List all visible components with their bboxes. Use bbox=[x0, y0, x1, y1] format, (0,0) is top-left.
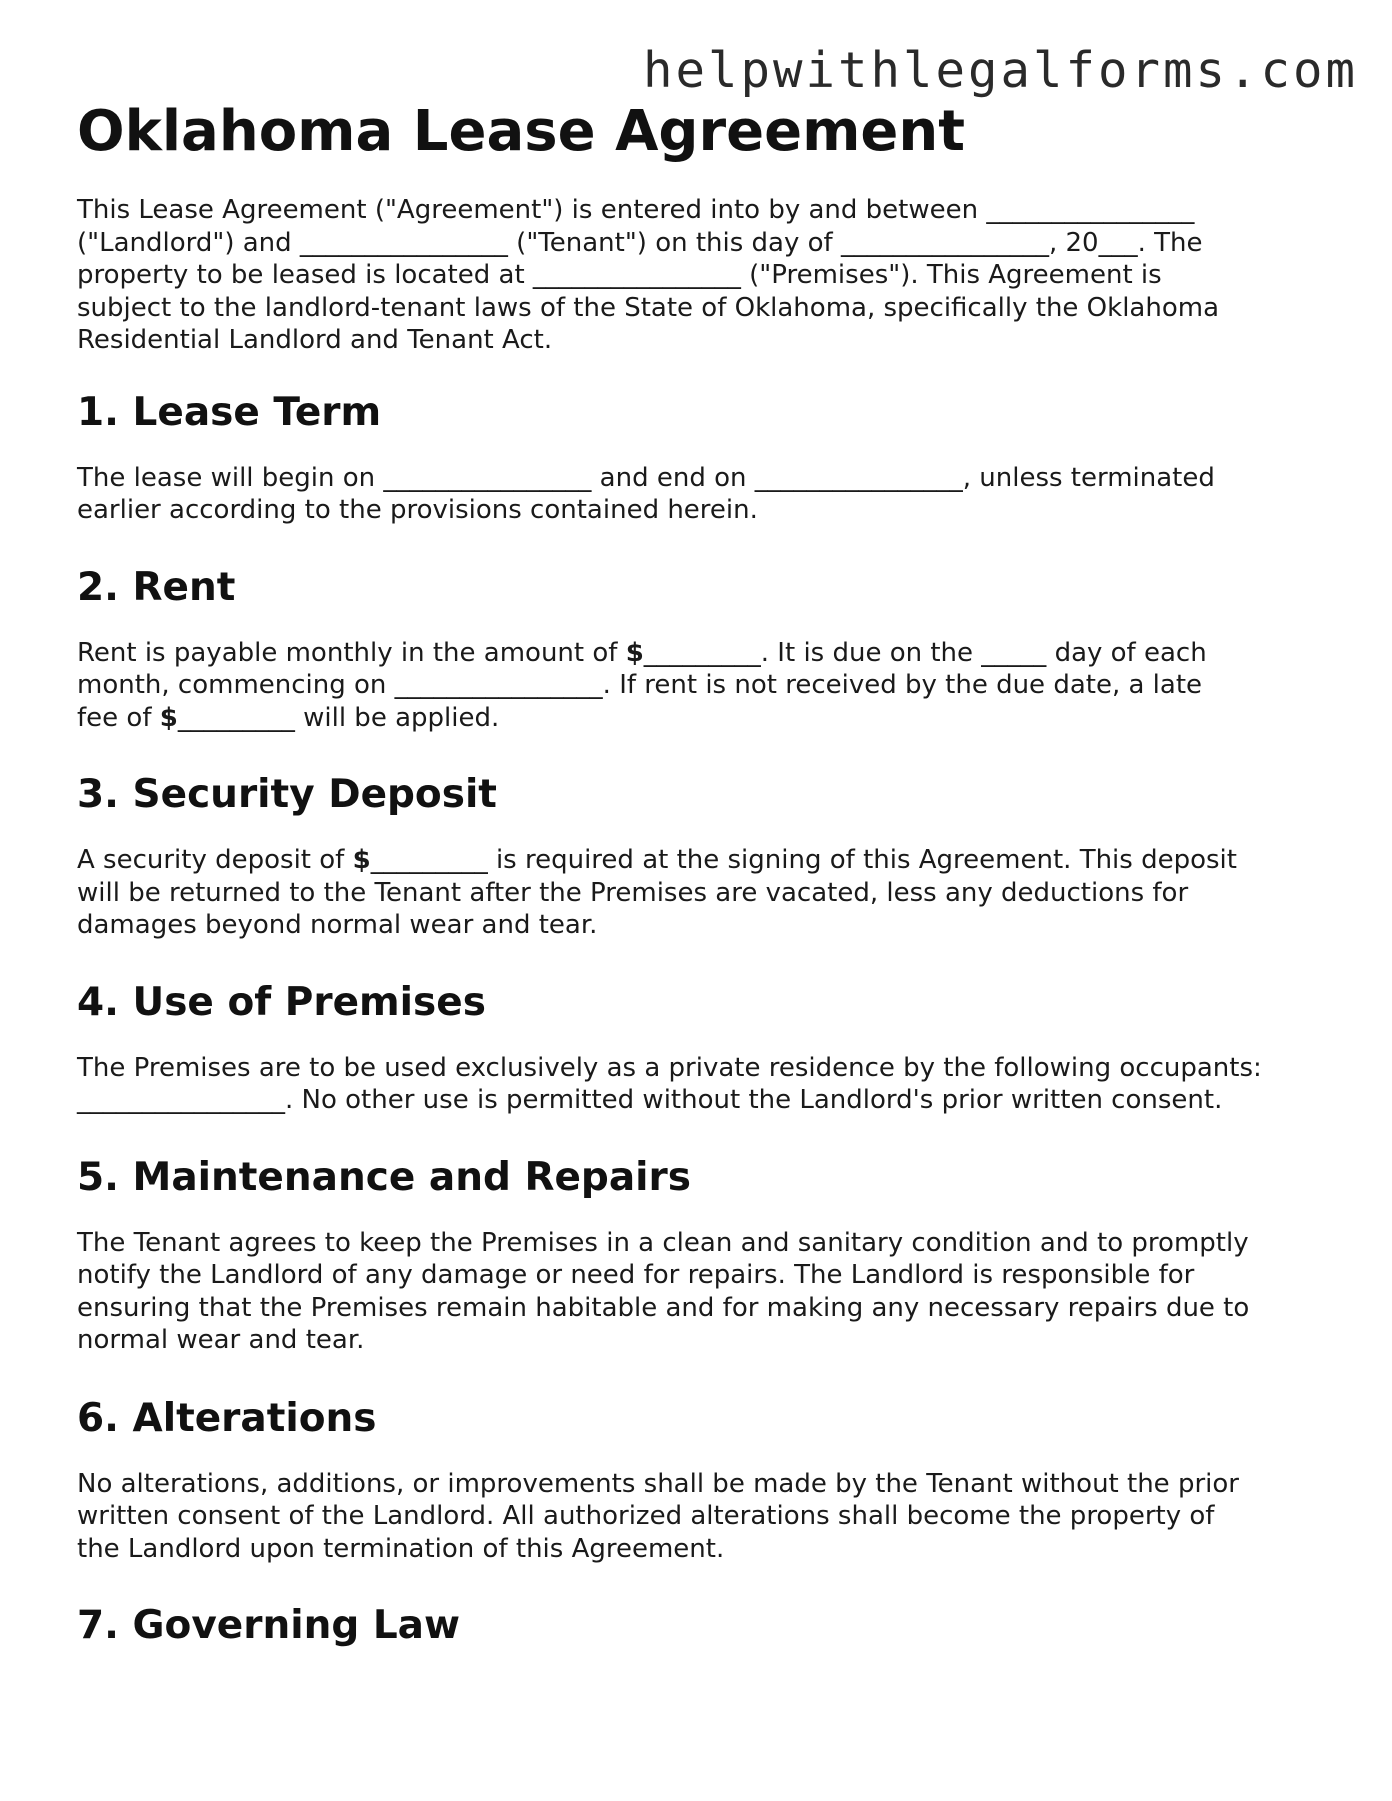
paragraph-line: month, commencing on ________________. If rent is not received by the due date, a late bbox=[77, 670, 1203, 700]
paragraph-text: _________ is required at the signing of this Agreement. This deposit bbox=[370, 845, 1237, 875]
paragraph-text: fee of bbox=[77, 702, 160, 733]
intro-line: Residential Landlord and Tenant Act. bbox=[77, 325, 553, 355]
paragraph-line: damages beyond normal wear and tear. bbox=[77, 910, 598, 940]
paragraph-line: notify the Landlord of any damage or need for repairs. The Landlord is responsible for bbox=[77, 1260, 1195, 1290]
paragraph-text: Rent is payable monthly in the amount of bbox=[77, 637, 626, 668]
dollar-sign: $ bbox=[625, 637, 644, 668]
document-title: Oklahoma Lease Agreement bbox=[77, 99, 966, 164]
lease-term-paragraph bbox=[77, 462, 1332, 527]
maintenance-paragraph bbox=[77, 1227, 1332, 1357]
section-heading-use-of-premises: 4. Use of Premises bbox=[77, 979, 486, 1025]
rent-paragraph bbox=[77, 637, 1332, 735]
paragraph-line: the Landlord upon termination of this Agreement. bbox=[77, 1533, 725, 1564]
paragraph-line: ensuring that the Premises remain habitable and for making any necessary repairs due to bbox=[77, 1292, 1250, 1323]
section-heading-lease-term: 1. Lease Term bbox=[77, 389, 382, 435]
paragraph-text: _________ will be applied. bbox=[177, 702, 500, 733]
paragraph-text: _________. It is due on the _____ day of each bbox=[643, 637, 1207, 668]
document-page bbox=[77, 96, 1332, 1651]
section-heading-alterations: 6. Alterations bbox=[77, 1395, 377, 1441]
site-watermark: helpwithlegalforms.com bbox=[642, 42, 1358, 99]
paragraph-line: The lease will begin on ________________ and end on ________________, unless terminated bbox=[77, 462, 1215, 493]
paragraph-line: No alterations, additions, or improvements shall be made by the Tenant without the prior bbox=[77, 1468, 1239, 1499]
deposit-paragraph bbox=[77, 844, 1332, 942]
section-heading-governing-law: 7. Governing Law bbox=[77, 1603, 461, 1648]
section-heading-rent: 2. Rent bbox=[77, 564, 236, 610]
paragraph-line: The Premises are to be used exclusively as a private residence by the following occupants: bbox=[77, 1052, 1262, 1083]
paragraph-line: written consent of the Landlord. All authorized alterations shall become the property of bbox=[77, 1501, 1215, 1531]
alterations-paragraph bbox=[77, 1468, 1332, 1566]
paragraph-line: The Tenant agrees to keep the Premises in a clean and sanitary condition and to promptly bbox=[77, 1227, 1249, 1258]
intro-line: This Lease Agreement ("Agreement") is entered into by and between ________________ bbox=[77, 195, 1195, 225]
paragraph-line: will be returned to the Tenant after the Premises are vacated, less any deductions for bbox=[77, 877, 1189, 908]
paragraph-line: ________________. No other use is permitted without the Landlord's prior written consent. bbox=[77, 1085, 1223, 1115]
section-heading-security-deposit: 3. Security Deposit bbox=[77, 772, 497, 817]
section-heading-maintenance: 5. Maintenance and Repairs bbox=[77, 1154, 691, 1200]
dollar-sign: $ bbox=[159, 702, 178, 733]
paragraph-line: earlier according to the provisions contained herein. bbox=[77, 495, 758, 525]
intro-line: subject to the landlord-tenant laws of the State of Oklahoma, specifically the Oklahoma bbox=[77, 292, 1220, 323]
paragraph-line: normal wear and tear. bbox=[77, 1325, 365, 1355]
intro-line: property to be leased is located at ________________ ("Premises"). This Agreement is bbox=[77, 260, 1162, 290]
intro-line: ("Landlord") and ________________ ("Tenant") on this day of ________________, 20___. The bbox=[77, 227, 1203, 258]
intro-paragraph bbox=[77, 194, 1332, 357]
paragraph-text: A security deposit of bbox=[77, 845, 353, 875]
dollar-sign: $ bbox=[352, 845, 371, 875]
use-paragraph bbox=[77, 1052, 1332, 1117]
